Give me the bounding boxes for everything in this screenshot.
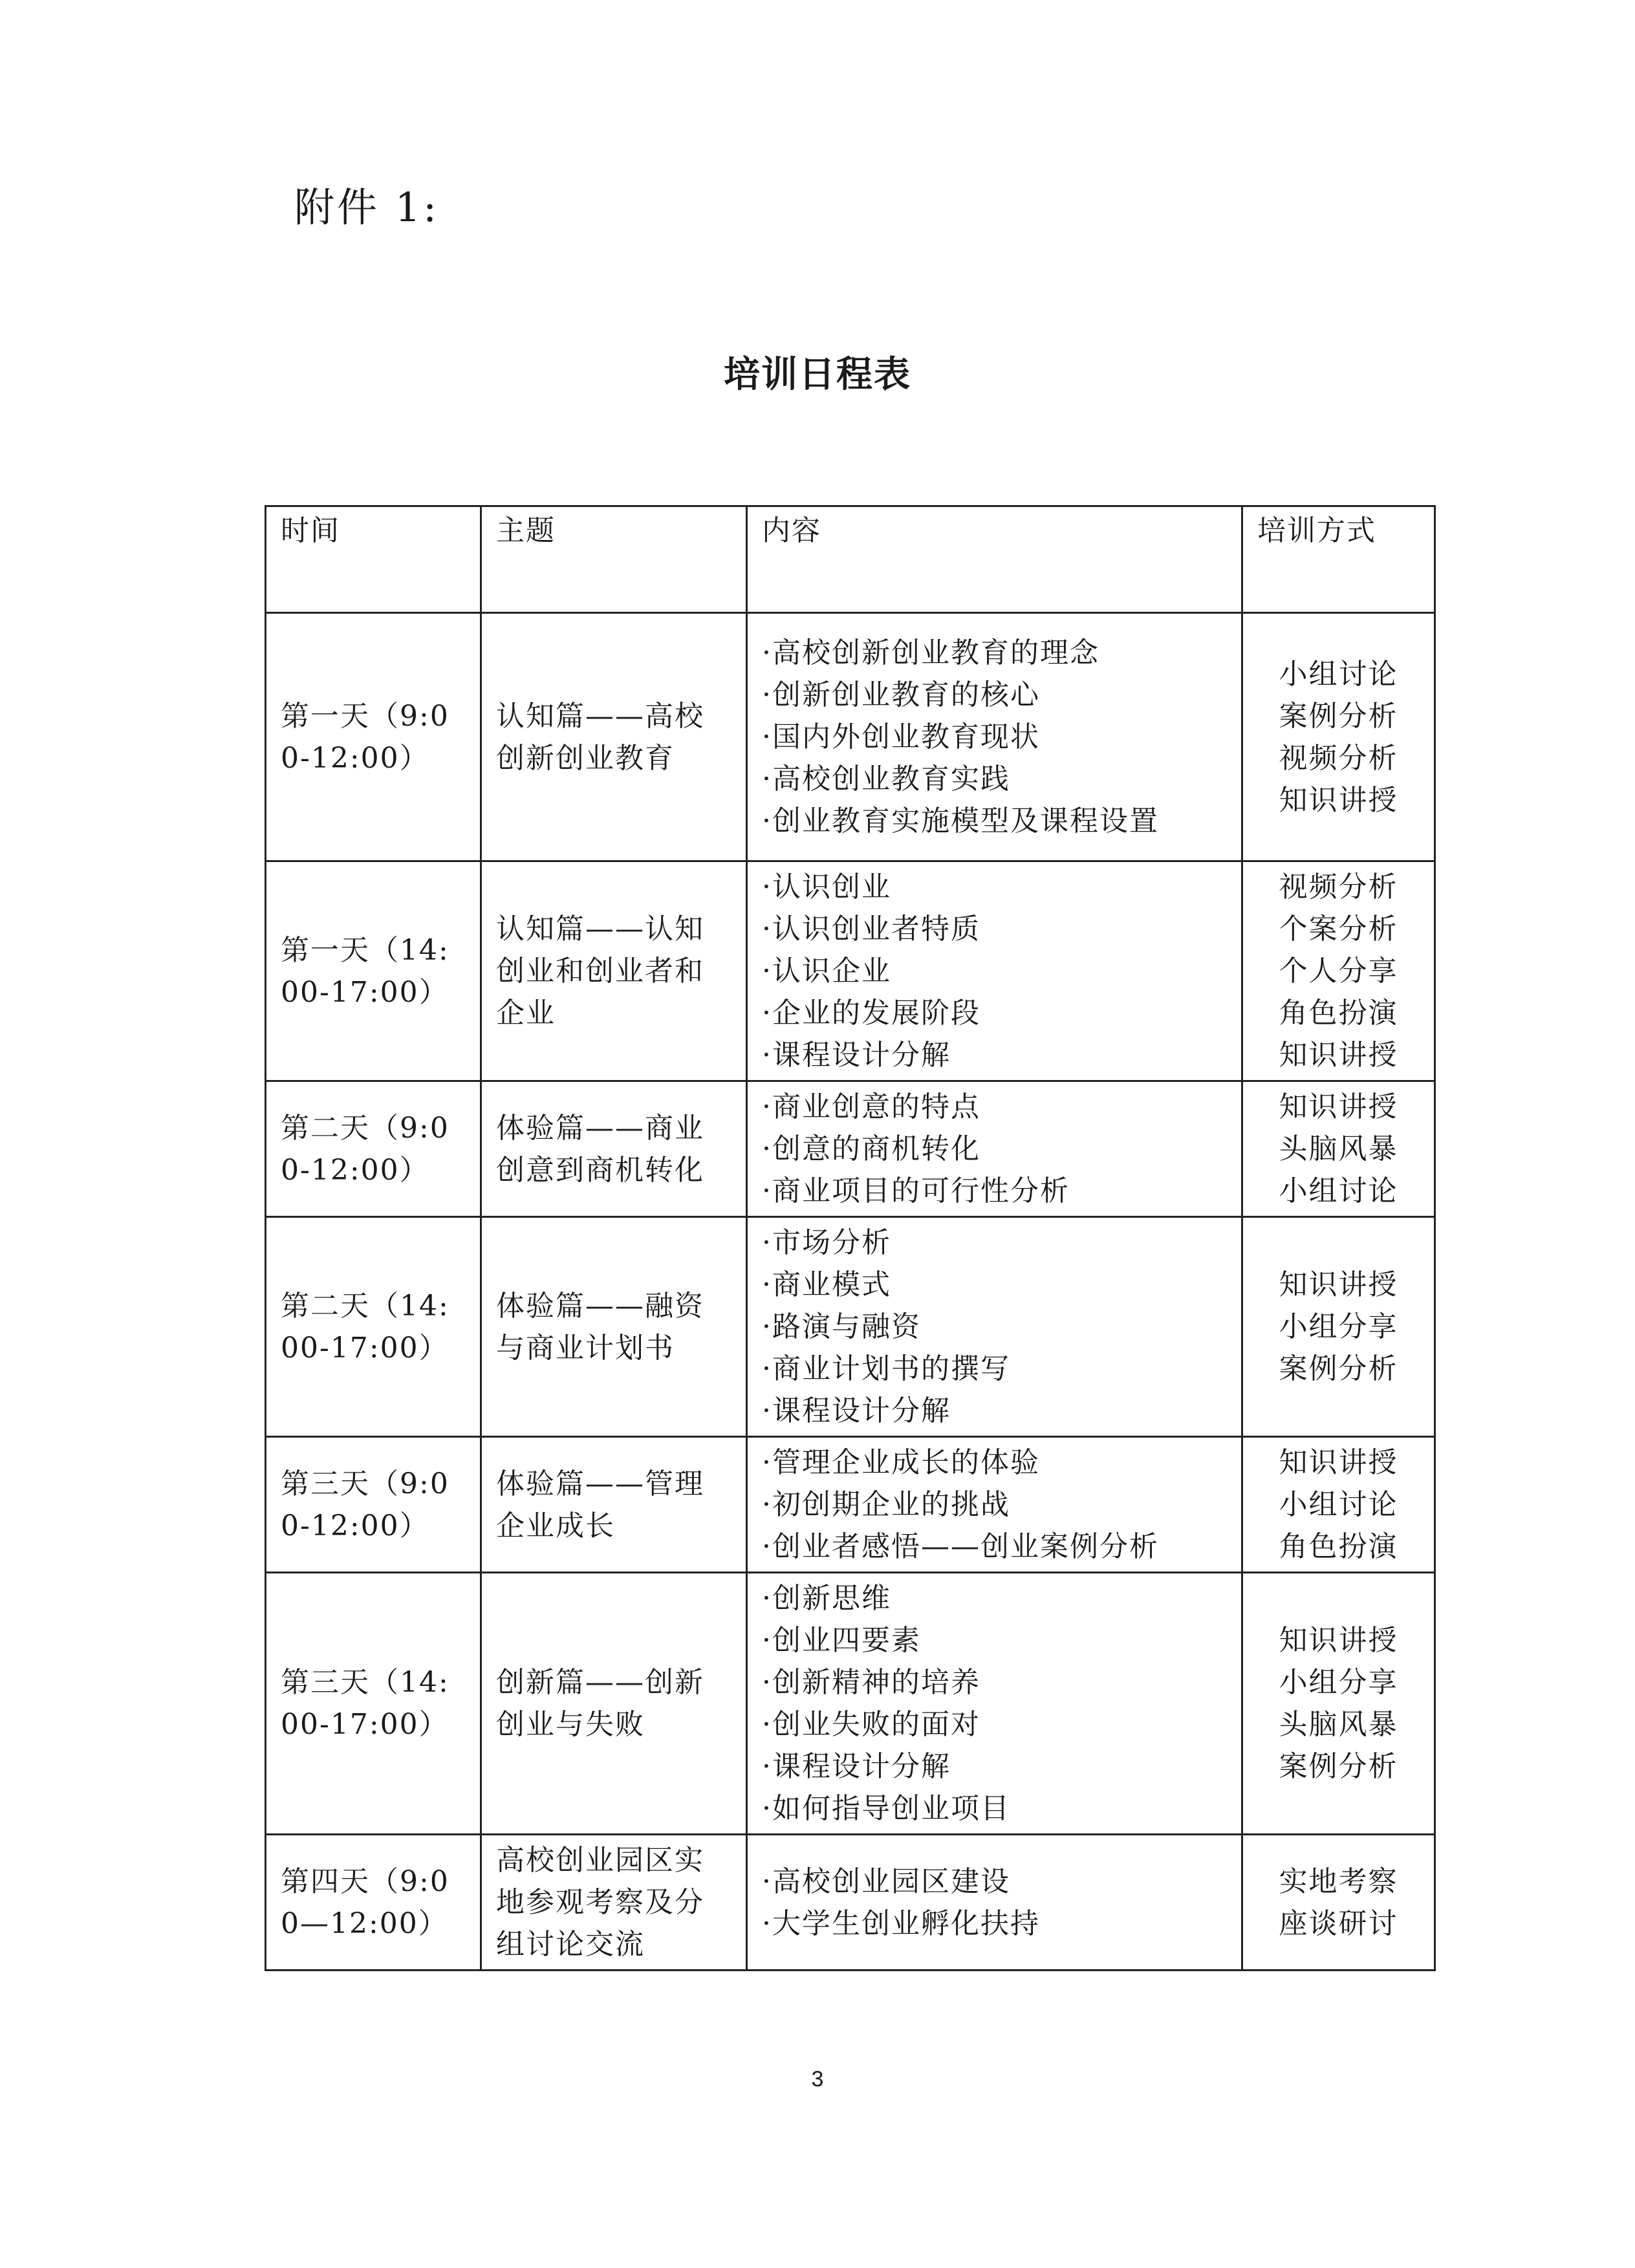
content-item: ·商业模式 xyxy=(762,1268,891,1301)
time-cell: 第二天（9:00-12:00） xyxy=(266,1081,481,1217)
content-item: ·创新思维 xyxy=(762,1582,891,1615)
time-cell: 第一天（9:00-12:00） xyxy=(266,613,481,861)
table-row xyxy=(266,613,1435,861)
method-item: 视频分析 xyxy=(1279,870,1398,903)
table-row xyxy=(266,1437,1435,1573)
content-item: ·课程设计分解 xyxy=(762,1039,951,1072)
schedule-table xyxy=(265,505,1436,1971)
method-item: 角色扮演 xyxy=(1279,997,1398,1030)
page-number: 3 xyxy=(811,2067,824,2091)
content-item: ·创业者感悟——创业案例分析 xyxy=(762,1530,1159,1563)
content-cell xyxy=(747,1217,1242,1437)
method-cell xyxy=(1242,861,1435,1081)
method-item: 知识讲授 xyxy=(1279,1090,1398,1123)
content-item: ·商业计划书的撰写 xyxy=(762,1352,1010,1385)
content-cell xyxy=(747,613,1242,861)
method-cell xyxy=(1242,1573,1435,1835)
time-cell: 第四天（9:00—12:00） xyxy=(266,1835,481,1971)
content-item: ·创新精神的培养 xyxy=(762,1666,980,1699)
method-cell xyxy=(1242,1081,1435,1217)
content-item: ·大学生创业孵化扶持 xyxy=(762,1906,1040,1940)
method-item: 知识讲授 xyxy=(1279,1446,1398,1479)
content-item: ·初创期企业的挑战 xyxy=(762,1488,1010,1521)
method-item: 小组讨论 xyxy=(1279,1488,1398,1521)
content-item: ·创新创业教育的核心 xyxy=(762,678,1040,711)
method-item: 小组分享 xyxy=(1279,1310,1398,1343)
table-row xyxy=(266,861,1435,1081)
method-cell xyxy=(1242,1835,1435,1971)
method-cell xyxy=(1242,613,1435,861)
attachment-label: 附件 1: xyxy=(294,184,440,231)
method-item: 头脑风暴 xyxy=(1279,1132,1398,1165)
content-item: ·创业四要素 xyxy=(762,1624,921,1657)
header-method: 培训方式 xyxy=(1242,506,1435,613)
content-item: ·认识创业者特质 xyxy=(762,913,980,945)
document-title: 培训日程表 xyxy=(724,354,911,396)
method-cell xyxy=(1242,1437,1435,1573)
method-item: 座谈研讨 xyxy=(1279,1906,1398,1940)
table-row xyxy=(266,1835,1435,1971)
method-item: 案例分析 xyxy=(1279,1352,1398,1385)
method-item: 视频分析 xyxy=(1279,741,1398,775)
method-item: 知识讲授 xyxy=(1279,783,1398,817)
content-cell xyxy=(747,1437,1242,1573)
time-cell: 第三天（9:00-12:00） xyxy=(266,1437,481,1573)
topic-cell: 认知篇——高校创新创业教育 xyxy=(481,613,747,861)
header-time: 时间 xyxy=(266,506,481,613)
topic-cell: 体验篇——融资与商业计划书 xyxy=(481,1217,747,1437)
method-cell xyxy=(1242,1217,1435,1437)
method-item: 个案分析 xyxy=(1279,913,1398,945)
header-topic: 主题 xyxy=(481,506,747,613)
content-cell xyxy=(747,1573,1242,1835)
content-item: ·市场分析 xyxy=(762,1226,891,1259)
content-cell xyxy=(747,861,1242,1081)
method-item: 案例分析 xyxy=(1279,1750,1398,1783)
topic-cell: 体验篇——商业创意到商机转化 xyxy=(481,1081,747,1217)
content-item: ·课程设计分解 xyxy=(762,1394,951,1427)
method-item: 案例分析 xyxy=(1279,699,1398,733)
method-item: 知识讲授 xyxy=(1279,1624,1398,1657)
table-row xyxy=(266,1573,1435,1835)
content-item: ·高校创业教育实践 xyxy=(762,762,1010,795)
method-item: 知识讲授 xyxy=(1279,1268,1398,1301)
content-item: ·创业教育实施模型及课程设置 xyxy=(762,805,1159,837)
method-item: 小组分享 xyxy=(1279,1666,1398,1699)
content-item: ·课程设计分解 xyxy=(762,1750,951,1783)
table-row xyxy=(266,1217,1435,1437)
content-item: ·认识创业 xyxy=(762,870,891,903)
content-item: ·商业创意的特点 xyxy=(762,1090,980,1123)
content-item: ·创意的商机转化 xyxy=(762,1132,980,1165)
table-header-row xyxy=(266,506,1435,613)
method-item: 个人分享 xyxy=(1279,955,1398,988)
content-item: ·路演与融资 xyxy=(762,1310,921,1343)
header-content: 内容 xyxy=(747,506,1242,613)
content-item: ·认识企业 xyxy=(762,955,891,988)
method-item: 角色扮演 xyxy=(1279,1530,1398,1563)
topic-cell: 体验篇——管理企业成长 xyxy=(481,1437,747,1573)
content-item: ·商业项目的可行性分析 xyxy=(762,1174,1070,1207)
time-cell: 第二天（14:00-17:00） xyxy=(266,1217,481,1437)
topic-cell: 认知篇——认知创业和创业者和企业 xyxy=(481,861,747,1081)
method-item: 知识讲授 xyxy=(1279,1039,1398,1072)
method-item: 头脑风暴 xyxy=(1279,1708,1398,1741)
topic-cell: 高校创业园区实地参观考察及分组讨论交流 xyxy=(481,1835,747,1971)
content-item: ·企业的发展阶段 xyxy=(762,997,980,1030)
time-cell: 第一天（14:00-17:00） xyxy=(266,861,481,1081)
topic-cell: 创新篇——创新创业与失败 xyxy=(481,1573,747,1835)
content-item: ·高校创新创业教育的理念 xyxy=(762,636,1099,669)
method-item: 实地考察 xyxy=(1279,1864,1398,1898)
content-cell xyxy=(747,1835,1242,1971)
content-item: ·国内外创业教育现状 xyxy=(762,720,1040,753)
content-item: ·高校创业园区建设 xyxy=(762,1864,1010,1898)
method-item: 小组讨论 xyxy=(1279,657,1398,691)
time-cell: 第三天（14:00-17:00） xyxy=(266,1573,481,1835)
content-item: ·创业失败的面对 xyxy=(762,1708,980,1741)
content-item: ·管理企业成长的体验 xyxy=(762,1446,1040,1479)
content-cell xyxy=(747,1081,1242,1217)
table-row xyxy=(266,1081,1435,1217)
method-item: 小组讨论 xyxy=(1279,1174,1398,1207)
content-item: ·如何指导创业项目 xyxy=(762,1792,1010,1825)
